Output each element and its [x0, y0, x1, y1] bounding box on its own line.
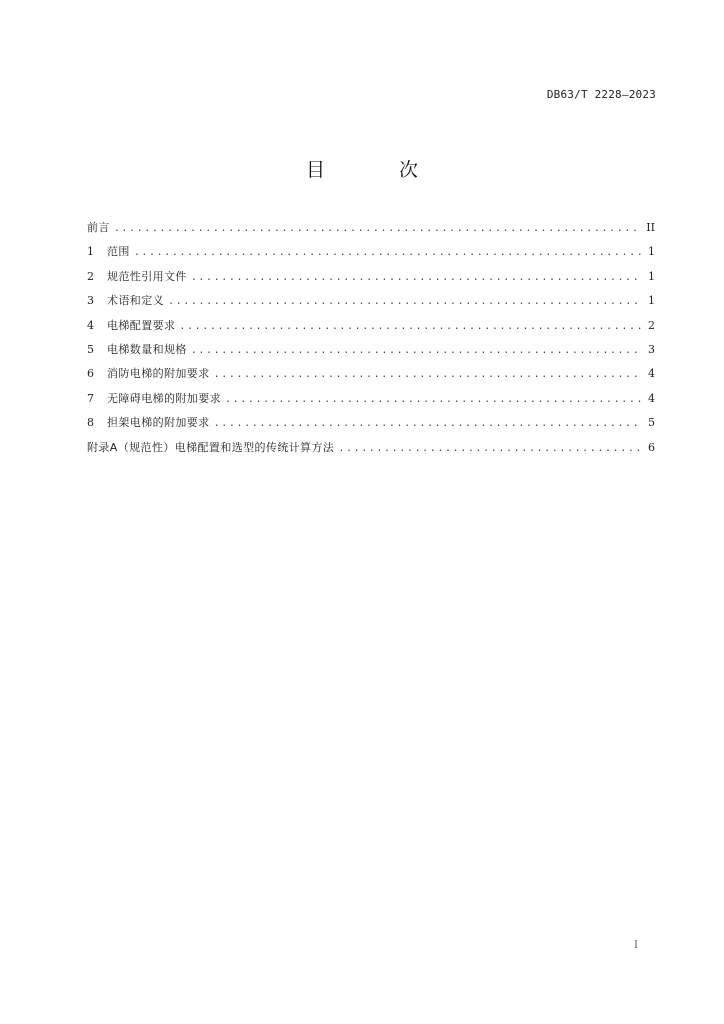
- toc-entry-title: 消防电梯的附加要求: [107, 367, 210, 381]
- toc-entry-title: 术语和定义: [107, 294, 164, 308]
- toc-entry-page: 3: [648, 342, 655, 356]
- toc-entry-1[interactable]: [87, 243, 655, 267]
- toc-entry-appendix-a[interactable]: [87, 439, 655, 463]
- toc-entry-title: 电梯数量和规格: [107, 342, 187, 356]
- standard-code: DB63/T 2228—2023: [546, 88, 656, 101]
- toc-entry-number: 6: [87, 367, 94, 381]
- toc-dot-leader: [134, 247, 641, 258]
- toc-entry-page: 1: [648, 245, 655, 259]
- toc-entry-page: 1: [648, 269, 655, 283]
- toc-entry-7[interactable]: [87, 390, 655, 414]
- toc-entry-page: 5: [648, 416, 655, 430]
- toc-entry-page: 4: [648, 367, 655, 381]
- toc-entry-number: 4: [87, 318, 94, 332]
- toc-entry-title: 电梯配置要求: [107, 318, 176, 332]
- toc-entry-number: 7: [87, 391, 94, 405]
- toc-entry-5[interactable]: [87, 341, 655, 365]
- toc-entry-title: 前言: [87, 221, 110, 234]
- toc-entry-title: 无障碍电梯的附加要求: [107, 391, 221, 405]
- toc-entry-number: 1: [87, 245, 94, 259]
- toc-entry-page: II: [646, 221, 655, 234]
- toc-dot-leader: [214, 369, 641, 380]
- toc-entry-number: 2: [87, 269, 94, 283]
- toc-entry-6[interactable]: [87, 365, 655, 389]
- page-number: I: [634, 940, 638, 951]
- toc-entry-page: 2: [648, 318, 655, 332]
- toc-dot-leader: [338, 443, 641, 454]
- toc-entry-number: 5: [87, 342, 94, 356]
- toc-entry-8[interactable]: [87, 414, 655, 438]
- toc-entry-number: 3: [87, 294, 94, 308]
- toc-dot-leader: [214, 418, 641, 429]
- toc-entry-title: 规范性引用文件: [107, 269, 187, 283]
- toc-entry-page: 1: [648, 294, 655, 308]
- toc-dot-leader: [191, 345, 641, 356]
- toc-entry-3[interactable]: [87, 292, 655, 316]
- toc-entry-number: 8: [87, 416, 94, 430]
- table-of-contents: [87, 219, 655, 463]
- toc-entry-title: 担架电梯的附加要求: [107, 416, 210, 430]
- toc-entry-4[interactable]: [87, 317, 655, 341]
- toc-entry-title: 范围: [107, 245, 130, 259]
- toc-entry-page: 6: [648, 440, 655, 454]
- toc-dot-leader: [191, 272, 641, 283]
- toc-dot-leader: [168, 296, 641, 307]
- toc-entry-page: 4: [648, 391, 655, 405]
- toc-dot-leader: [225, 394, 641, 405]
- toc-entry-title: 附录A（规范性）电梯配置和选型的传统计算方法: [87, 440, 335, 454]
- toc-dot-leader: [114, 223, 641, 234]
- toc-entry-foreword[interactable]: [87, 219, 655, 243]
- toc-dot-leader: [179, 321, 641, 332]
- page-title: 目 次: [305, 159, 453, 181]
- toc-entry-2[interactable]: [87, 268, 655, 292]
